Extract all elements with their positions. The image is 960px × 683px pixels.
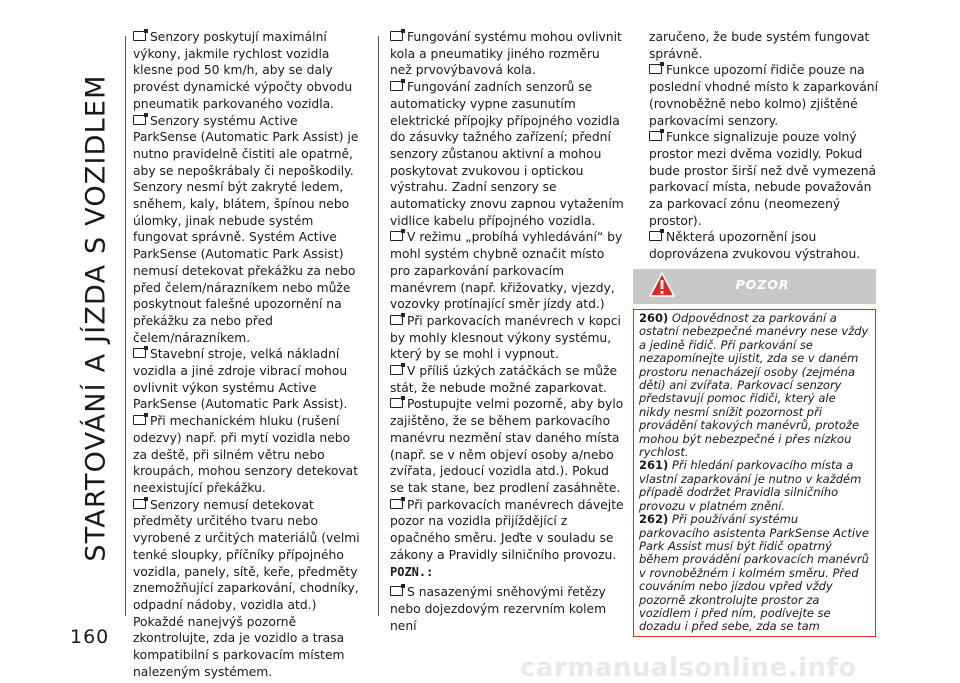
paragraph: S nasazenými sněhovými řetězy nebo dojezdovým rezervním kolem není [390,585,607,633]
warning-item-number: 262) [639,512,669,527]
bullet-icon [649,131,662,141]
paragraph: Funkce upozorní řidiče pouze na poslední vhodné místo k zaparkování (rovnoběžně nebo kolmo) zjištěné parkovacími senzory. [649,63,879,128]
column-1 [133,29,361,680]
page-number: 160 [70,626,110,648]
paragraph: Fungování zadních senzorů se automaticky vypne zasunutím elektrické přípojky přípojného vozidla do zásuvky tažného zařízení; přední senzory zůstanou aktivní a mohou poskytovat zvukovou i optickou výstrahu. Zadní senzory se automaticky znovu zapnou vytažením vidlice kabelu přípojného vozidla. [390,80,624,228]
bullet-icon [133,115,146,125]
paragraph: Některá upozornění jsou doprovázena zvukovou výstrahou. [649,230,861,262]
warning-item-number: 261) [639,458,669,473]
paragraph: Stavební stroje, velká nákladní vozidla a jiné zdroje vibrací mohou ovlivnit výkon systému Active ParkSense (Automatic Park Assist). [133,347,348,412]
bullet-icon [390,81,403,91]
paragraph: Fungování systému mohou ovlivnit kola a pneumatiky jiného rozměru než prvovýbavová kola. [390,30,622,78]
column-divider [378,36,379,616]
bullet-icon [133,415,146,425]
paragraph: Při parkovacích manévrech dávejte pozor na vozidla přijíždějící z opačného směru. Jeďte v souladu se zákony a Pravidly silničního provozu. [390,497,624,562]
paragraph: V režimu „probíhá vyhledávání“ by mohl systém chybně označit místo pro zaparkování parkovacím manévrem (např. křižovatky, vjezdy, vozovky protínající směr jízdy atd.) [390,230,623,312]
paragraph: Funkce signalizuje pouze volný prostor mezi dvěma vozidly. Pokud bude prostor širší než dvě vymezená parkovací místa, nebude považován za parkovací zónu (neomezený prostor). [649,130,877,228]
warning-item: 260) Odpovědnost za parkování a ostatní nebezpečné manévry nese vždy a jedině řidič. Při parkování se nezapomínejte ujistit, zda se v daném prostoru nenacházejí osoby (zejména děti) ani zvířata. Parkovací senzory představují pomoc řidiči, který ale nikdy nesmí snížit pozornost při provádění takových manévrů, protože mohou být nebezpečné i přes nízkou rychlost. [639,311,869,460]
paragraph: V příliš úzkých zatáčkách se může stát, že nebude možné zaparkovat. [390,364,618,395]
paragraph: Senzory nemusí detekovat předměty určitého tvaru nebo vyrobené z určitých materiálů (velmi tenké sloupky, příčníky přípojného vozidla, panely, sítě, keře, předměty znemožňující zaparkování, chodníky, odpadní nádoby, vozidla atd.) Pokaždé nanejvýš pozorně zkontrolujte, zda je vozidlo a trasa kompatibilní s parkovacím místem nalezeným systémem. [133,497,360,679]
bullet-icon [133,31,146,41]
bullet-icon [390,231,403,241]
warning-title: POZOR [735,277,790,292]
section-side-title [72,30,120,605]
warning-body [633,309,876,637]
section-title-text: STARTOVÁNÍ A JÍZDA S VOZIDLEM [80,73,112,562]
bullet-icon [133,499,146,509]
bullet-icon [390,365,403,375]
paragraph: Při parkovacích manévrech v kopci by mohly klesnout výkony systému, který by se mohl i vypnout. [390,313,621,362]
side-title-rule [125,36,126,616]
bullet-icon [649,64,662,74]
bullet-icon [390,499,403,509]
warning-header [633,269,876,304]
column-2 [390,29,624,634]
bullet-icon [649,231,662,241]
paragraph: Při mechanickém hluku (rušení odezvy) např. při mytí vozidla nebo za deště, při silném větru nebo kroupách, mohou senzory detekovat neexistující překážku. [133,414,359,495]
paragraph: Postupujte velmi pozorně, aby bylo zajištěno, že se během parkovacího manévru nezmění stav daného místa (např. se v něm objeví osoby a/nebo zvířata, jedoucí vozidla atd.). Pokud se tak stane, bez prodlení zasáhněte. [390,397,624,495]
warning-item-number: 260) [639,311,669,325]
bullet-icon [390,398,403,408]
paragraph: zaručeno, že bude systém fungovat správně. [649,30,870,61]
bullet-icon [390,586,403,596]
bullet-icon [390,31,403,41]
warning-box [633,269,876,637]
warning-item: 262) Při používání systému parkovacího asistenta ParkSense Active Park Assist musí být řidič opatrný během provádění parkovacích manévrů v rovnoběžném i kolmém směru. Před couváním nebo jízdou vpřed vždy pozorně zkontrolujte prostor za vozidlem i před ním, podívejte se dozadu i před sebe, zda se tam [639,512,869,634]
bullet-icon [133,348,146,358]
note-heading: POZN.: [390,564,434,579]
watermark: carmanualsonline.info [520,653,857,683]
warning-item: 261) Při hledání parkovacího místa a vlastní zaparkování je nutno v každém případě dodržet Pravidla silničního provozu v platném znění. [639,458,862,513]
column-3 [649,29,879,263]
bullet-icon [390,315,403,325]
paragraph: Senzory poskytují maximální výkony, jakmile rychlost vozidla klesne pod 50 km/h, aby se daly provést dynamické výpočty obvodu pneumatik parkovaného vozidla. [133,30,353,111]
paragraph: Senzory systému Active ParkSense (Automatic Park Assist) je nutno pravidelně čistiti ale opatrně, aby se nepoškrábaly či nepoškodily. Senzory nesmí být zakryté ledem, sněhem, kaly, blátem, špínou nebo úlomky, jinak nebude systém fungovat správně. Systém Active ParkSense (Automatic Park Assist) nemusí detekovat překážku za nebo před čelem/nárazníkem nebo může poskytnout falešné upozornění na překážku za nebo před čelem/nárazníkem. [133,113,359,345]
